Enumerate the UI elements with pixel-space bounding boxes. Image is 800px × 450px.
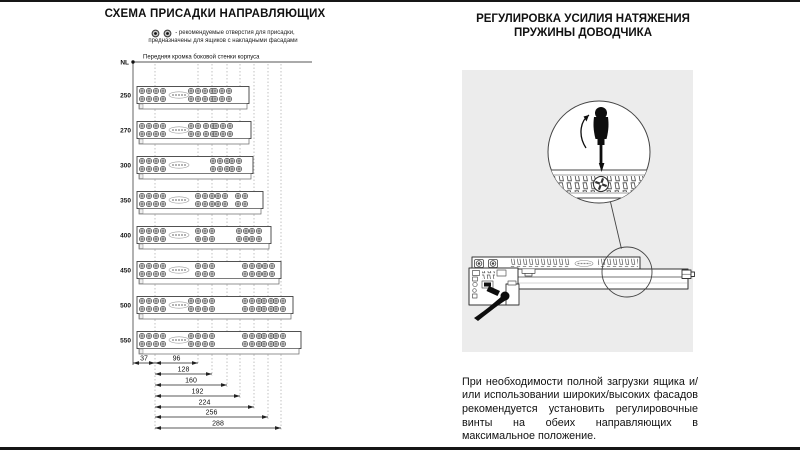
drill-hole xyxy=(229,166,234,171)
rail-inner-member xyxy=(139,104,247,110)
drill-hole xyxy=(215,201,220,206)
drill-hole xyxy=(219,96,224,101)
drill-hole xyxy=(146,193,151,198)
drill-hole xyxy=(202,298,207,303)
drill-hole xyxy=(195,298,200,303)
drill-hole xyxy=(243,236,248,241)
drill-hole xyxy=(202,263,207,268)
drill-hole xyxy=(220,123,225,128)
drill-hole xyxy=(273,298,278,303)
drill-hole xyxy=(256,333,261,338)
rail-length-label: 500 xyxy=(120,302,131,310)
dimension-value: 288 xyxy=(212,420,224,428)
drill-hole xyxy=(236,158,241,163)
drill-hole xyxy=(243,228,248,233)
adjustment-title xyxy=(455,12,711,40)
dim-arrowhead xyxy=(275,426,281,430)
front-edge-dot xyxy=(131,60,134,63)
drill-hole xyxy=(188,123,193,128)
drill-hole xyxy=(220,131,225,136)
drill-hole xyxy=(195,236,200,241)
drill-hole xyxy=(224,158,229,163)
drill-hole xyxy=(222,201,227,206)
drill-hole xyxy=(160,166,165,171)
drill-hole xyxy=(139,96,144,101)
drill-hole xyxy=(160,228,165,233)
drill-hole xyxy=(139,333,144,338)
dim-arrowhead xyxy=(149,361,155,365)
rail-tab xyxy=(140,139,144,144)
drill-hole xyxy=(153,263,158,268)
drill-hole xyxy=(236,228,241,233)
rail-tab xyxy=(140,349,144,354)
drill-hole xyxy=(236,166,241,171)
rail-length-label: 270 xyxy=(120,127,131,135)
rail-tab xyxy=(140,104,144,109)
drill-hole xyxy=(139,228,144,233)
dim-arrowhead xyxy=(248,405,254,409)
drill-hole xyxy=(261,306,266,311)
rail-length-label: 350 xyxy=(120,197,131,205)
drill-hole xyxy=(160,236,165,241)
drill-hole xyxy=(195,263,200,268)
drill-hole xyxy=(261,298,266,303)
rail-tab xyxy=(140,244,144,249)
drill-hole xyxy=(202,341,207,346)
rail-inner-member xyxy=(139,279,279,285)
drill-hole xyxy=(249,333,254,338)
dimension-value: 256 xyxy=(205,409,218,417)
drill-hole xyxy=(160,96,165,101)
dimension-value: 96 xyxy=(172,355,181,363)
drill-hole xyxy=(139,158,144,163)
drill-hole xyxy=(249,271,254,276)
drill-hole xyxy=(209,193,214,198)
drill-hole xyxy=(195,341,200,346)
drill-hole xyxy=(262,263,267,268)
drill-hole xyxy=(213,131,218,136)
drill-hole xyxy=(195,306,200,311)
drill-hole xyxy=(215,193,220,198)
drill-hole xyxy=(188,306,193,311)
drill-hole xyxy=(195,228,200,233)
drill-hole xyxy=(227,131,232,136)
rail-length-label: 300 xyxy=(120,162,131,170)
drill-hole xyxy=(202,271,207,276)
drill-hole xyxy=(229,158,234,163)
drill-hole xyxy=(209,228,214,233)
drill-hole xyxy=(203,131,208,136)
drill-hole xyxy=(139,131,144,136)
slide-side-view xyxy=(469,202,695,321)
drill-hole xyxy=(195,131,200,136)
dimension-value: 128 xyxy=(177,366,190,374)
drill-hole xyxy=(146,96,151,101)
dimension-value: 160 xyxy=(185,377,197,385)
drill-hole xyxy=(249,263,254,268)
drill-hole xyxy=(139,271,144,276)
dimension-value: 192 xyxy=(191,388,204,396)
drill-hole xyxy=(139,236,144,241)
drill-hole xyxy=(268,298,273,303)
drill-hole xyxy=(160,298,165,303)
legend-text-line2: предназначены для ящиков с накладными фасадами xyxy=(148,38,298,44)
drill-hole xyxy=(202,201,207,206)
drill-hole xyxy=(209,236,214,241)
drill-hole xyxy=(160,341,165,346)
drill-hole xyxy=(256,236,261,241)
drill-hole xyxy=(146,201,151,206)
drill-hole xyxy=(261,333,266,338)
drill-hole xyxy=(160,263,165,268)
drill-hole xyxy=(139,201,144,206)
drill-hole xyxy=(146,298,151,303)
drill-hole xyxy=(146,271,151,276)
drill-hole xyxy=(153,271,158,276)
rail-inner-member xyxy=(139,209,261,215)
adjustment-title-line1: РЕГУЛИРОВКА УСИЛИЯ НАТЯЖЕНИЯ xyxy=(476,13,690,25)
drill-hole xyxy=(212,88,217,93)
drill-hole xyxy=(268,333,273,338)
drill-hole xyxy=(280,333,285,338)
drill-hole xyxy=(269,263,274,268)
drill-hole xyxy=(203,123,208,128)
drill-hole xyxy=(213,123,218,128)
drill-hole xyxy=(146,228,151,233)
drill-hole xyxy=(202,333,207,338)
drill-hole xyxy=(269,271,274,276)
drill-hole xyxy=(209,201,214,206)
adjustment-illustration xyxy=(462,70,693,352)
drill-hole xyxy=(195,271,200,276)
drill-hole xyxy=(160,306,165,311)
drill-hole xyxy=(146,123,151,128)
drill-hole xyxy=(209,263,214,268)
drill-hole xyxy=(236,236,241,241)
drill-hole xyxy=(139,306,144,311)
dim-arrowhead xyxy=(155,361,161,365)
drill-hole xyxy=(202,236,207,241)
rail-inner-member xyxy=(139,174,251,180)
drill-hole xyxy=(268,306,273,311)
drill-hole xyxy=(153,236,158,241)
drill-hole xyxy=(209,306,214,311)
drill-hole xyxy=(242,271,247,276)
drill-hole xyxy=(139,166,144,171)
slot-band xyxy=(510,259,570,267)
drill-hole xyxy=(202,306,207,311)
closer-cassette xyxy=(469,268,519,321)
drill-hole xyxy=(235,201,240,206)
drill-hole xyxy=(160,333,165,338)
drill-hole xyxy=(195,88,200,93)
drill-hole xyxy=(139,263,144,268)
drill-hole xyxy=(268,341,273,346)
drill-hole xyxy=(153,166,158,171)
drill-hole xyxy=(153,228,158,233)
drill-hole xyxy=(249,298,254,303)
drill-hole xyxy=(209,333,214,338)
drill-hole xyxy=(219,88,224,93)
rear-bracket xyxy=(682,270,695,279)
drill-hole xyxy=(280,298,285,303)
drill-hole xyxy=(273,341,278,346)
drill-hole xyxy=(139,193,144,198)
drill-hole xyxy=(202,88,207,93)
drill-hole xyxy=(188,131,193,136)
drill-hole xyxy=(153,341,158,346)
drill-hole xyxy=(153,158,158,163)
drill-hole xyxy=(195,193,200,198)
drill-hole xyxy=(273,306,278,311)
drill-hole xyxy=(153,193,158,198)
drill-hole xyxy=(160,271,165,276)
drill-hole xyxy=(242,333,247,338)
drill-hole xyxy=(261,341,266,346)
nl-label: NL xyxy=(120,59,129,67)
drill-hole xyxy=(153,201,158,206)
drill-hole xyxy=(235,193,240,198)
leader-line xyxy=(611,202,622,249)
drill-hole xyxy=(195,333,200,338)
dim-arrowhead xyxy=(155,426,161,430)
drill-hole xyxy=(212,96,217,101)
note-text: При необходимости полной загрузки ящика и/или использовании широких/высоких фасадов рекомендуется установить регулировочные винты на обеих направляющих в максимальное положение. xyxy=(462,375,698,443)
drill-hole xyxy=(209,298,214,303)
drill-hole xyxy=(226,88,231,93)
brand-logo xyxy=(575,261,593,267)
dim-arrowhead xyxy=(234,394,240,398)
drill-hole xyxy=(209,271,214,276)
drill-hole xyxy=(280,341,285,346)
drill-hole xyxy=(146,88,151,93)
adjustment-drawing xyxy=(462,70,693,352)
dim-arrowhead xyxy=(155,394,161,398)
rail-inner-member xyxy=(139,349,299,355)
dimension-value: 37 xyxy=(140,355,148,363)
rail-inner-member xyxy=(139,139,249,145)
front-edge-label: Передняя кромка боковой стенки корпуса xyxy=(143,54,260,61)
drilling-scheme-diagram xyxy=(0,0,380,450)
drill-hole xyxy=(242,193,247,198)
drill-hole xyxy=(153,96,158,101)
drill-hole xyxy=(188,341,193,346)
dim-arrowhead xyxy=(155,383,161,387)
dim-arrowhead xyxy=(206,372,212,376)
dim-arrowhead xyxy=(155,372,161,376)
drill-hole xyxy=(262,271,267,276)
drill-hole xyxy=(256,306,261,311)
drill-hole xyxy=(139,341,144,346)
drill-hole xyxy=(217,166,222,171)
drill-hole xyxy=(256,298,261,303)
rail-inner-member xyxy=(139,244,269,250)
drill-hole xyxy=(226,96,231,101)
drill-hole xyxy=(202,228,207,233)
drill-hole xyxy=(249,341,254,346)
drill-hole xyxy=(146,341,151,346)
drill-hole xyxy=(249,236,254,241)
rail-inner-member xyxy=(139,314,291,320)
drill-hole xyxy=(242,201,247,206)
drill-hole xyxy=(146,131,151,136)
drill-hole xyxy=(188,298,193,303)
drill-hole xyxy=(202,193,207,198)
drill-hole xyxy=(195,96,200,101)
drill-hole xyxy=(256,271,261,276)
drill-hole xyxy=(146,333,151,338)
rail-length-label: 550 xyxy=(120,337,131,345)
drill-hole xyxy=(153,131,158,136)
drill-hole xyxy=(146,306,151,311)
drill-hole xyxy=(146,166,151,171)
drill-hole xyxy=(249,228,254,233)
drill-hole xyxy=(242,306,247,311)
dim-arrowhead xyxy=(155,405,161,409)
dim-arrowhead xyxy=(221,383,227,387)
drill-hole xyxy=(227,123,232,128)
drill-hole xyxy=(224,166,229,171)
drill-hole xyxy=(188,333,193,338)
drill-hole xyxy=(222,193,227,198)
drill-hole xyxy=(160,123,165,128)
rail-length-label: 450 xyxy=(120,267,131,275)
drill-hole xyxy=(195,123,200,128)
dim-arrowhead xyxy=(192,361,198,365)
drilling-scheme-title: СХЕМА ПРИСАДКИ НАПРАВЛЯЮЩИХ xyxy=(104,8,326,20)
drill-hole xyxy=(153,298,158,303)
rail-length-label: 400 xyxy=(120,232,131,240)
rail-length-label: 250 xyxy=(120,92,131,100)
drill-hole xyxy=(146,158,151,163)
drill-hole xyxy=(153,123,158,128)
dim-arrowhead xyxy=(262,415,268,419)
drill-hole xyxy=(160,158,165,163)
drill-hole xyxy=(242,341,247,346)
adjustment-title-line2: ПРУЖИНЫ ДОВОДЧИКА xyxy=(513,27,653,39)
drill-hole xyxy=(210,158,215,163)
rail-tab xyxy=(140,209,144,214)
drill-hole xyxy=(188,96,193,101)
rail-tab xyxy=(140,174,144,179)
drill-hole xyxy=(256,341,261,346)
drill-hole xyxy=(153,333,158,338)
drill-hole xyxy=(242,298,247,303)
drill-hole xyxy=(139,298,144,303)
rail-tab xyxy=(140,279,144,284)
drill-hole xyxy=(160,193,165,198)
drill-hole xyxy=(217,158,222,163)
drill-hole xyxy=(256,228,261,233)
legend-text-line1: - рекомендуемые отверстия для присадки, xyxy=(175,29,295,36)
drill-hole xyxy=(160,88,165,93)
drill-hole xyxy=(139,88,144,93)
drill-hole xyxy=(160,131,165,136)
drill-hole xyxy=(146,236,151,241)
drill-hole xyxy=(153,306,158,311)
drill-hole xyxy=(160,201,165,206)
drill-hole xyxy=(153,88,158,93)
drill-hole xyxy=(210,166,215,171)
drill-hole xyxy=(280,306,285,311)
drill-hole xyxy=(249,306,254,311)
rail-tab xyxy=(140,314,144,319)
drill-hole xyxy=(256,263,261,268)
drill-hole xyxy=(202,96,207,101)
dimension-value: 224 xyxy=(198,399,211,407)
dim-arrowhead xyxy=(155,415,161,419)
dim-arrowhead xyxy=(133,361,139,365)
drill-hole xyxy=(273,333,278,338)
drill-hole xyxy=(146,263,151,268)
drill-hole xyxy=(209,341,214,346)
drill-hole xyxy=(195,201,200,206)
drill-hole xyxy=(139,123,144,128)
drill-hole xyxy=(242,263,247,268)
drill-hole xyxy=(188,88,193,93)
